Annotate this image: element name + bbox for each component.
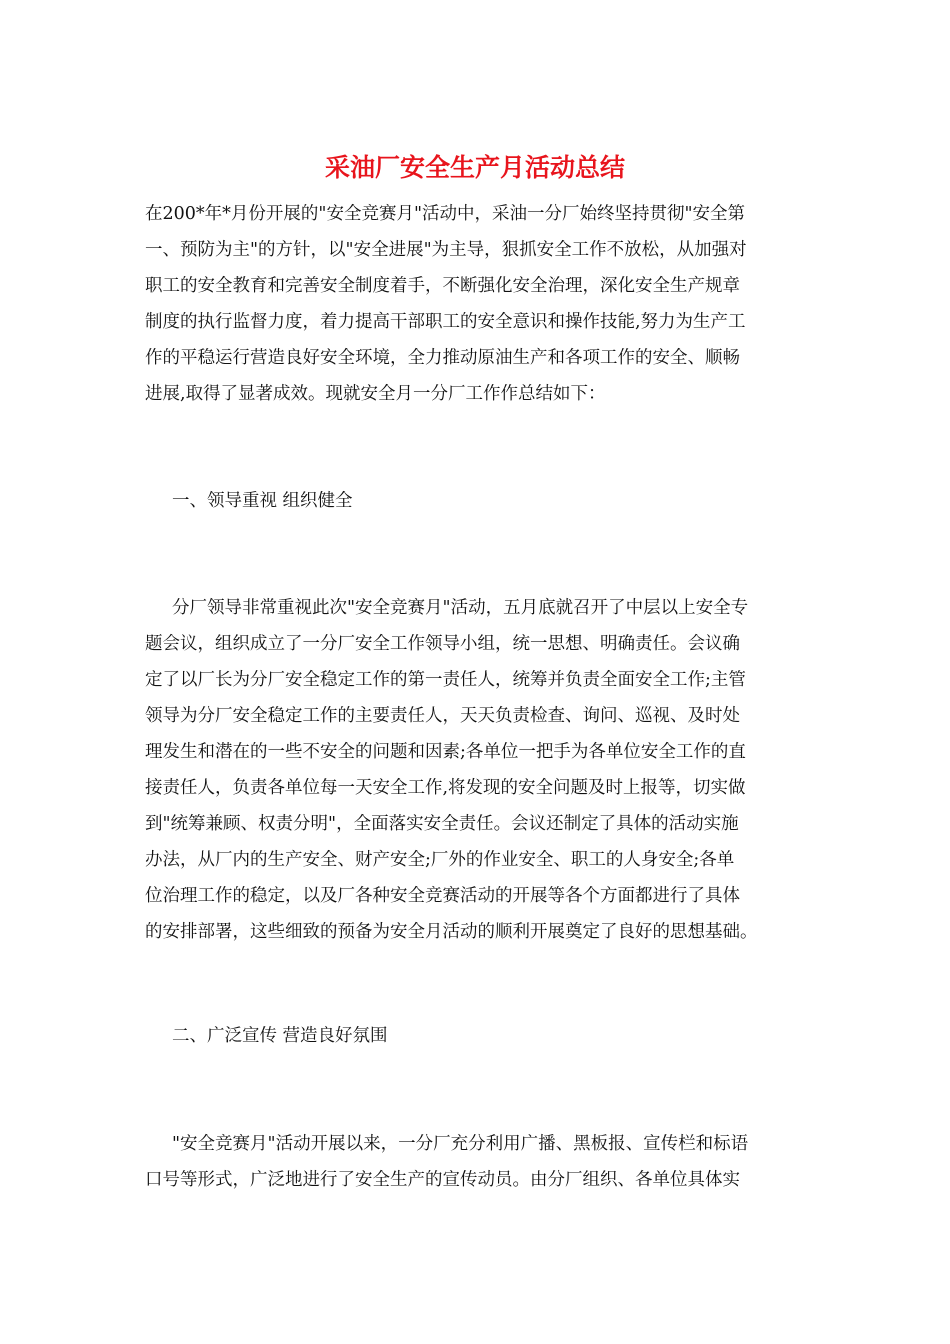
- intro-paragraph: [145, 196, 810, 412]
- section-heading-2: 二、广泛宣传 营造良好氛围: [172, 1026, 388, 1046]
- paragraph-line: 在200*年*月份开展的"安全竞赛月"活动中，采油一分厂始终坚持贯彻"安全第: [145, 204, 746, 224]
- paragraph-line: 分厂领导非常重视此次"安全竞赛月"活动，五月底就召开了中层以上安全专: [172, 598, 749, 618]
- paragraph-line: 理发生和潜在的一些不安全的问题和因素;各单位一把手为各单位安全工作的直: [145, 742, 746, 762]
- section-heading-1: 一、领导重视 组织健全: [172, 491, 353, 511]
- section-1-paragraph: [145, 590, 810, 950]
- paragraph-line: 办法，从厂内的生产安全、财产安全;厂外的作业安全、职工的人身安全;各单: [145, 850, 735, 870]
- section-2-paragraph: [145, 1126, 810, 1198]
- paragraph-line: 到"统筹兼顾、权责分明"，全面落实安全责任。会议还制定了具体的活动实施: [145, 814, 739, 834]
- paragraph-line: 位治理工作的稳定，以及厂各种安全竞赛活动的开展等各个方面都进行了具体: [145, 886, 740, 906]
- paragraph-line: 接责任人，负责各单位每一天安全工作,将发现的安全问题及时上报等，切实做: [145, 778, 746, 798]
- paragraph-line: 一、预防为主"的方针，以"安全进展"为主导，狠抓安全工作不放松，从加强对: [145, 240, 747, 260]
- paragraph-line: 作的平稳运行营造良好安全环境，全力推动原油生产和各项工作的安全、顺畅: [145, 348, 740, 368]
- paragraph-line: 的安排部署，这些细致的预备为安全月活动的顺利开展奠定了良好的思想基础。: [145, 922, 758, 942]
- document-title: 采油厂安全生产月活动总结: [324, 153, 625, 182]
- paragraph-line: 领导为分厂安全稳定工作的主要责任人，天天负责检查、询问、巡视、及时处: [145, 706, 740, 726]
- paragraph-line: 定了以厂长为分厂安全稳定工作的第一责任人，统筹并负责全面安全工作;主管: [145, 670, 746, 690]
- paragraph-line: 口号等形式，广泛地进行了安全生产的宣传动员。由分厂组织、各单位具体实: [145, 1170, 740, 1190]
- paragraph-line: 职工的安全教育和完善安全制度着手，不断强化安全治理，深化安全生产规章: [145, 276, 740, 296]
- paragraph-line: 题会议，组织成立了一分厂安全工作领导小组，统一思想、明确责任。会议确: [145, 634, 740, 654]
- paragraph-line: 进展,取得了显著成效。现就安全月一分厂工作作总结如下：: [145, 384, 606, 404]
- paragraph-line: 制度的执行监督力度，着力提高干部职工的安全意识和操作技能,努力为生产工: [145, 312, 746, 332]
- paragraph-line: "安全竞赛月"活动开展以来，一分厂充分利用广播、黑板报、宣传栏和标语: [172, 1134, 749, 1154]
